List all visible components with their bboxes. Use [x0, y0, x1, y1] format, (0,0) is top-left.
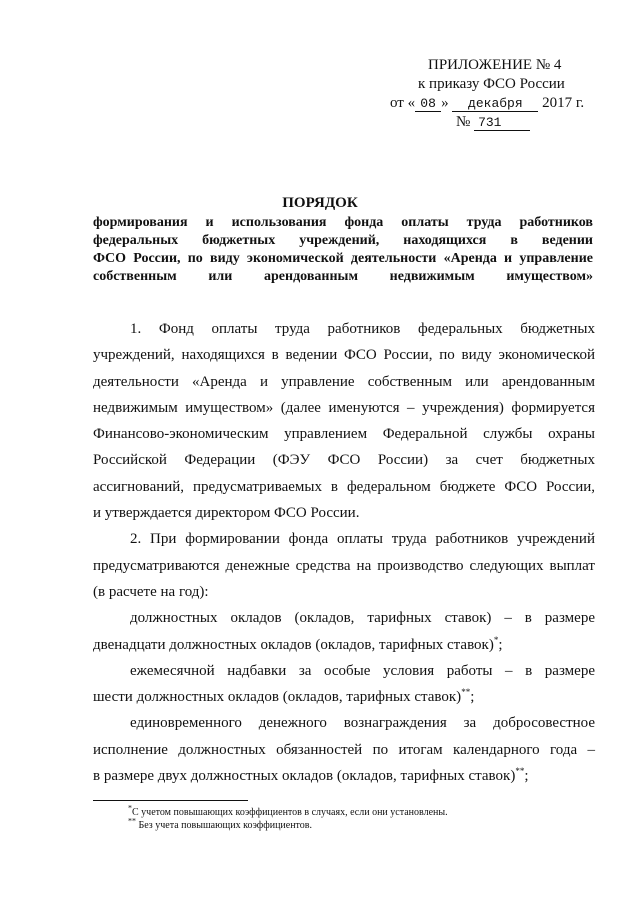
- paragraph-line: [93, 632, 595, 658]
- subtitle-line: ФСО России, по виду экономической деятельности «Аренда и управление: [93, 251, 593, 266]
- date-year: 2017 г.: [542, 95, 585, 111]
- paragraph-line: [93, 684, 595, 710]
- subtitle-line: формирования и использования фонда оплаты труда работников: [93, 215, 593, 230]
- footnote-mark: **: [515, 766, 525, 777]
- paragraph-line: 2. При формировании фонда оплаты труда работников учреждений: [130, 531, 595, 548]
- footnote-text: С учетом повышающих коэффициентов в случаях, если они установлены.: [132, 807, 448, 818]
- paragraph-line: предусматриваются денежные средства на производство следующих выплат: [93, 557, 595, 574]
- date-month: декабря: [452, 97, 538, 112]
- paragraph-line: ассигнований, предусматриваемых в федеральном бюджете ФСО России,: [93, 478, 595, 495]
- document-body: [93, 316, 595, 789]
- paragraph-line: деятельности «Аренда и управление собственным или арендованным: [93, 373, 595, 390]
- paragraph-line: 1. Фонд оплаты труда работников федеральных бюджетных: [130, 321, 595, 337]
- date-day: 08: [415, 97, 441, 112]
- footnotes: [128, 803, 588, 832]
- footnote-mark: *: [128, 803, 132, 813]
- number-prefix: №: [456, 114, 471, 130]
- payment-item-salaries: [93, 605, 595, 658]
- line-tail: ;: [498, 636, 503, 653]
- footnote-mark: **: [461, 687, 471, 698]
- line-text: шести должностных окладов (окладов, тарифных ставок): [93, 689, 462, 706]
- document-subtitle: [93, 214, 593, 286]
- paragraph-2: [93, 526, 595, 605]
- line-tail: ;: [470, 689, 475, 706]
- date-prefix: от «: [390, 95, 416, 111]
- appendix-number: [390, 113, 610, 132]
- paragraph-line: Финансово-экономическим управлением Федеральной службы охраны: [93, 426, 595, 443]
- paragraph-line: исполнение должностных обязанностей по итогам календарного года –: [93, 741, 595, 758]
- subtitle-line: собственным или арендованным недвижимым имуществом»: [93, 269, 593, 284]
- paragraph-1: [93, 316, 595, 526]
- appendix-header: [390, 56, 610, 132]
- paragraph-line: Российской Федерации (ФЭУ ФСО России) за счет бюджетных: [93, 452, 595, 469]
- appendix-date: [390, 94, 610, 113]
- footnote-1: [128, 803, 588, 819]
- document-title: ПОРЯДОК: [282, 195, 358, 211]
- line-text: в размере двух должностных окладов (окладов, тарифных ставок): [93, 768, 516, 785]
- footnote-2: [128, 816, 588, 832]
- paragraph-line: (в расчете на год):: [93, 583, 209, 600]
- paragraph-line: и утверждается директором ФСО России.: [93, 505, 360, 522]
- line-tail: ;: [524, 768, 529, 785]
- footnote-mark: **: [128, 816, 136, 826]
- number-value: 731: [474, 116, 530, 131]
- paragraph-line: недвижимым имуществом» (далее именуются – учреждения) формируется: [93, 399, 595, 416]
- footnote-text: Без учета повышающих коэффициентов.: [138, 820, 313, 831]
- payment-item-annual-reward: [93, 710, 595, 789]
- footnote-mark: *: [493, 634, 499, 645]
- appendix-title: ПРИЛОЖЕНИЕ № 4: [428, 57, 562, 73]
- subtitle-line: федеральных бюджетных учреждений, находящихся в ведении: [93, 233, 593, 248]
- paragraph-line: ежемесячной надбавки за особые условия работы – в размере: [130, 662, 595, 679]
- paragraph-line: [93, 763, 595, 789]
- line-text: двенадцати должностных окладов (окладов, тарифных ставок): [93, 636, 494, 653]
- paragraph-line: единовременного денежного вознаграждения за добросовестное: [130, 715, 595, 732]
- date-mid: »: [441, 95, 449, 111]
- footnote-separator: [93, 800, 248, 801]
- payment-item-monthly-bonus: [93, 658, 595, 711]
- paragraph-line: должностных окладов (окладов, тарифных ставок) – в размере: [130, 610, 595, 627]
- appendix-order-ref: к приказу ФСО России: [418, 76, 565, 92]
- paragraph-line: учреждений, находящихся в ведении ФСО России, по виду экономической: [93, 347, 595, 364]
